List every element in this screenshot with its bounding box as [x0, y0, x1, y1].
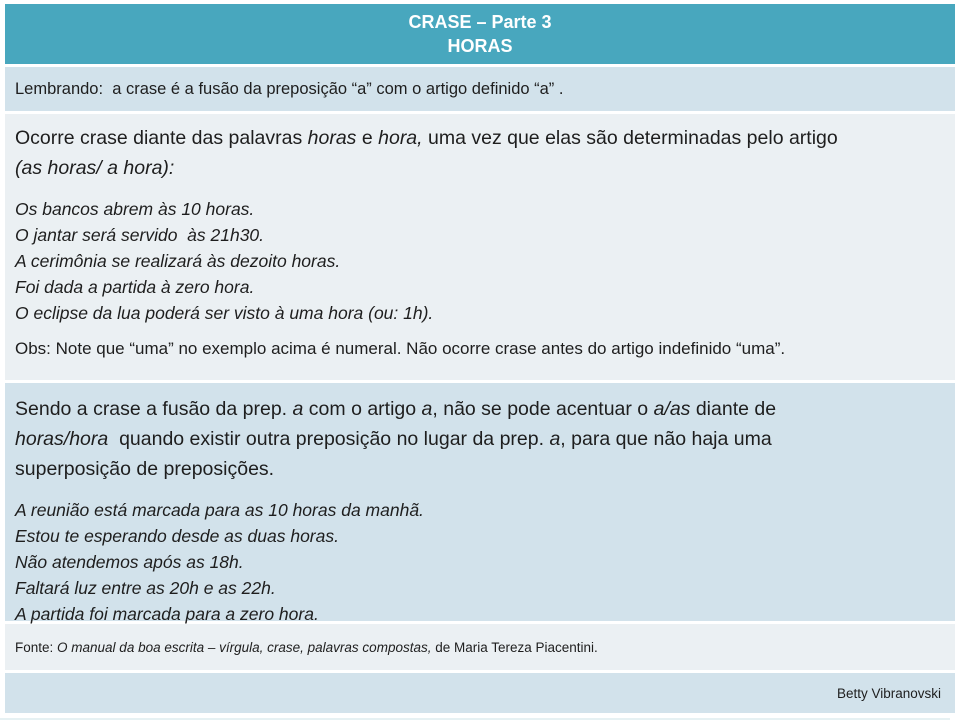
title-band [5, 4, 955, 64]
example-sentence: Os bancos abrem às 10 horas. [15, 199, 255, 219]
example-sentence: A partida foi marcada para a zero hora. [15, 604, 319, 624]
author-credit: Betty Vibranovski [836, 685, 941, 701]
rule2-intro [15, 394, 943, 484]
source-band [5, 624, 955, 670]
source-text: Fonte: O manual da boa escrita – vírgula, crase, palavras compostas, de Maria Tereza Piacentini. [15, 639, 598, 655]
example-sentence: Não atendemos após as 18h. [15, 552, 244, 572]
rule2-intro-line3: superposição de preposições. [15, 458, 275, 480]
reminder-band [5, 67, 955, 111]
rule2-band [5, 383, 955, 624]
example-sentence: O eclipse da lua poderá ser visto à uma hora (ou: 1h). [15, 303, 434, 323]
rule1-band [5, 114, 955, 380]
example-sentence: O jantar será servido às 21h30. [15, 225, 265, 245]
example-sentence: Foi dada a partida à zero hora. [15, 277, 255, 297]
example-sentence: Faltará luz entre as 20h e as 22h. [15, 578, 276, 598]
example-sentence: Estou te esperando desde as duas horas. [15, 526, 339, 546]
rule2-intro-line1: Sendo a crase a fusão da prep. a com o artigo a, não se pode acentuar o a/as diante de [15, 398, 777, 420]
example-sentence: A reunião está marcada para as 10 horas da manhã. [15, 500, 424, 520]
reminder-text: Lembrando: a crase é a fusão da preposição “a” com o artigo definido “a” . [15, 79, 564, 98]
slide-title-line2: HORAS [447, 36, 513, 56]
example-sentence: A cerimônia se realizará às dezoito horas. [15, 251, 341, 271]
rule1-note: Obs: Note que “uma” no exemplo acima é numeral. Não ocorre crase antes do artigo indefinido “uma”. [15, 339, 786, 358]
rule2-intro-line2: horas/hora quando existir outra preposição no lugar da prep. a, para que não haja uma [15, 428, 772, 450]
rule2-examples [15, 497, 943, 627]
slide-title-line1: CRASE – Parte 3 [408, 12, 552, 32]
rule1-intro [15, 123, 943, 183]
rule1-intro-line2: (as horas/ a hora): [15, 157, 175, 179]
author-band [5, 673, 955, 713]
rule1-examples [15, 196, 943, 326]
rule1-intro-line1: Ocorre crase diante das palavras horas e hora, uma vez que elas são determinadas pelo artigo [15, 127, 838, 149]
